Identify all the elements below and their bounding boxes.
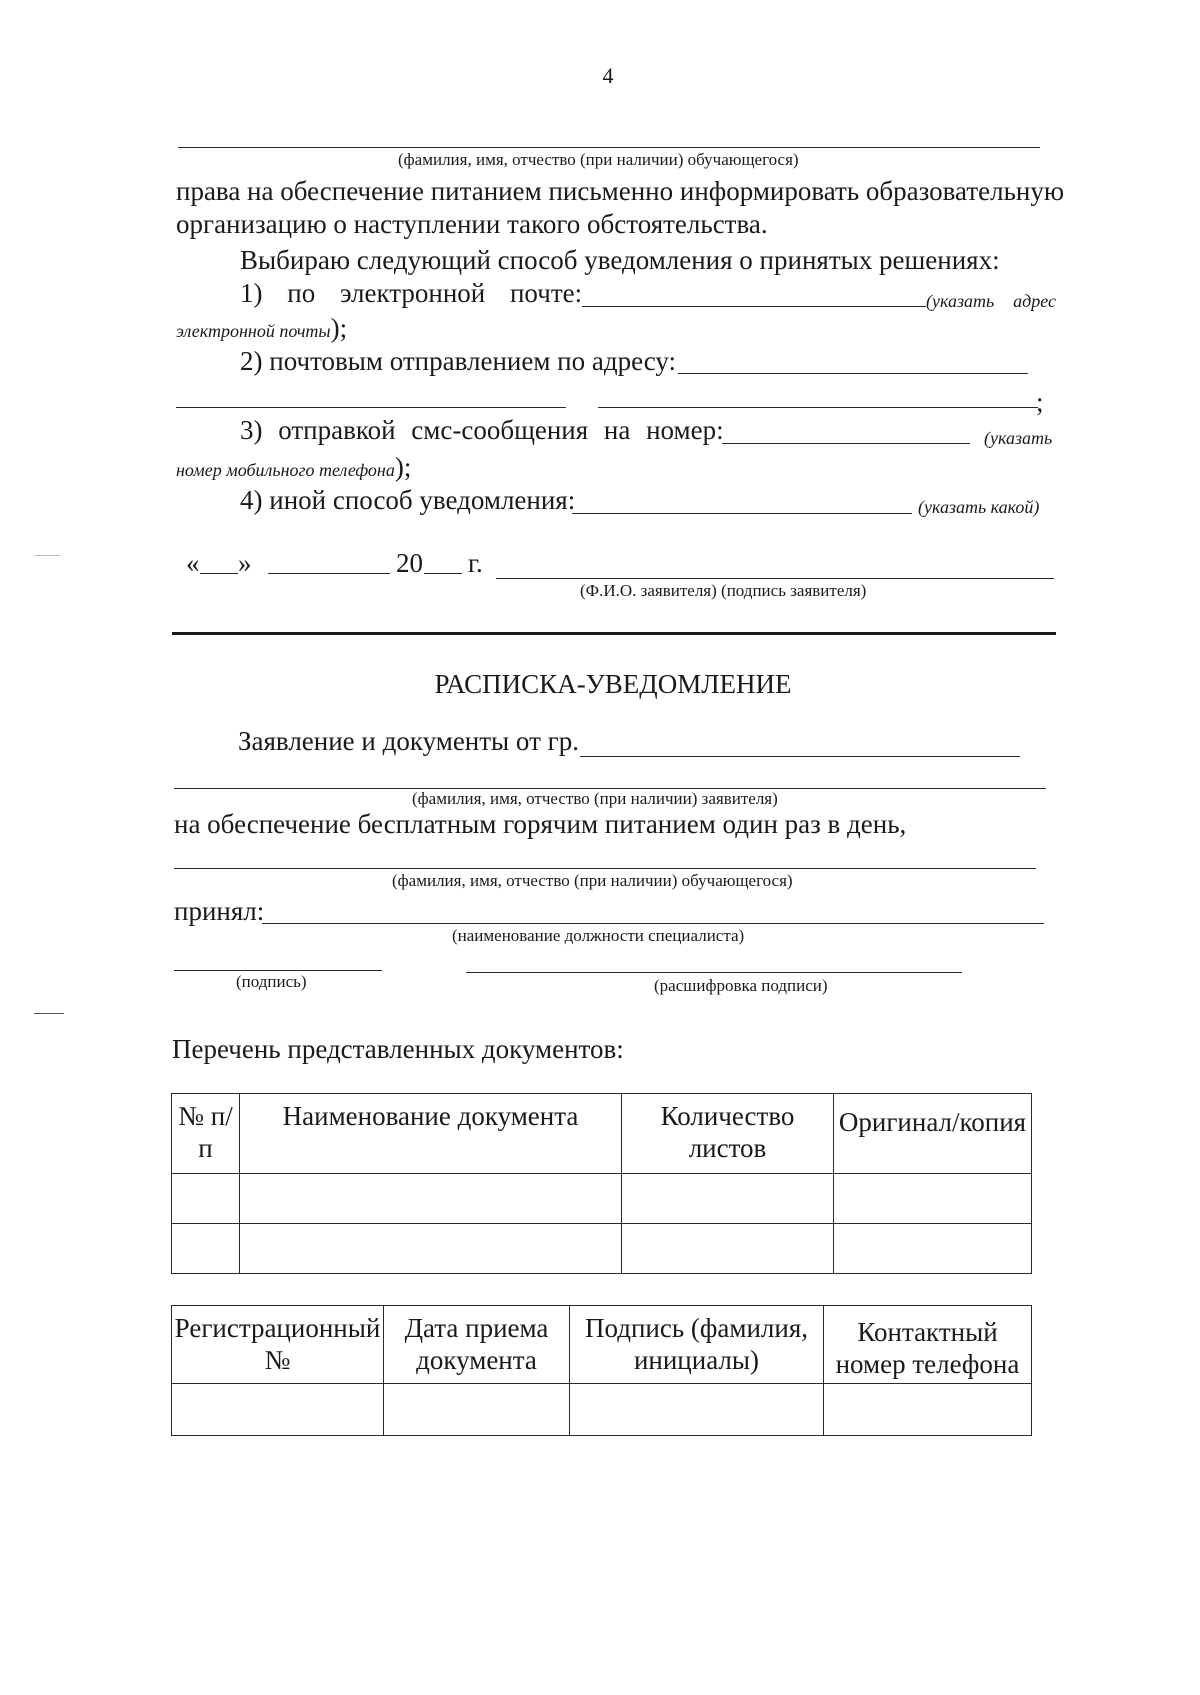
- caption-signature: (подпись): [236, 972, 307, 991]
- table-cell[interactable]: [172, 1174, 240, 1224]
- caption-position: (наименование должности специалиста): [452, 926, 745, 945]
- header-number: № п/п: [172, 1094, 240, 1174]
- header-registration-number: Регистрационный №: [172, 1306, 384, 1384]
- paragraph-line-1: права на обеспечение питанием письменно информировать образовательную: [176, 176, 1065, 206]
- option-sms-close: );: [394, 452, 412, 482]
- position-line[interactable]: [262, 923, 1044, 924]
- header-signature: Подпись (фамилия, инициалы): [570, 1306, 824, 1384]
- date-year-prefix: 20: [396, 548, 423, 578]
- sms-number-line[interactable]: [722, 443, 970, 444]
- notify-intro: Выбираю следующий способ уведомления о принятых решениях:: [240, 245, 1000, 275]
- other-method-line[interactable]: [572, 513, 912, 514]
- date-month-line[interactable]: [268, 573, 390, 574]
- email-input-line[interactable]: [582, 306, 926, 307]
- accepted-label: принял:: [174, 896, 265, 926]
- header-receipt-date: Дата приема документа: [384, 1306, 570, 1384]
- option-sms-hint: (указать: [984, 428, 1053, 448]
- table-cell[interactable]: [172, 1224, 240, 1274]
- table-cell[interactable]: [622, 1224, 834, 1274]
- documents-list-title: Перечень представленных документов:: [172, 1034, 624, 1064]
- postal-address-line-2a[interactable]: [176, 407, 566, 408]
- date-year-suffix: г.: [468, 548, 483, 578]
- caption-applicant: (фамилия, имя, отчество (при наличии) заявителя): [412, 789, 778, 808]
- option-email-close: );: [330, 313, 348, 343]
- date-open-quote: «: [186, 548, 200, 578]
- header-contact-phone: Контактный номер телефона: [824, 1306, 1032, 1384]
- date-day-line[interactable]: [200, 573, 238, 574]
- receipt-purpose: на обеспечение бесплатным горячим питанием один раз в день,: [174, 809, 907, 839]
- option-email-hint-b: электронной почты: [176, 321, 331, 341]
- caption-student: (фамилия, имя, отчество (при наличии) обучающегося): [392, 871, 793, 890]
- table-row: [172, 1384, 1032, 1436]
- registration-table-header: [172, 1306, 1032, 1384]
- postal-address-line-1[interactable]: [678, 373, 1028, 374]
- table-cell[interactable]: [384, 1384, 570, 1436]
- option-other-hint: (указать какой): [918, 497, 1040, 517]
- documents-table-header: [172, 1094, 1032, 1174]
- page-number: 4: [602, 63, 614, 88]
- scan-mark-top: [34, 555, 60, 556]
- option-email-hint: (указать адрес: [926, 291, 1056, 311]
- student-name-line-receipt[interactable]: [174, 868, 1036, 869]
- section-separator: [172, 632, 1056, 635]
- applicant-sign-line[interactable]: [496, 578, 1054, 579]
- option-email-hint-2: [176, 312, 347, 344]
- table-cell[interactable]: [172, 1384, 384, 1436]
- option-sms-label: 3) отправкой смс-сообщения на номер:: [240, 415, 724, 445]
- applicant-name-line-1[interactable]: [580, 756, 1020, 757]
- table-row: [172, 1224, 1032, 1274]
- date-year-line[interactable]: [424, 573, 462, 574]
- caption-student-top: (фамилия, имя, отчество (при наличии) обучающегося): [398, 150, 799, 169]
- option-post-end: ;: [1036, 387, 1044, 417]
- header-document-name: Наименование документа: [240, 1094, 622, 1174]
- option-email-label: 1) по электронной почте:: [240, 278, 583, 308]
- option-post-label: 2) почтовым отправлением по адресу:: [240, 346, 677, 376]
- header-original-copy: Оригинал/копия: [834, 1094, 1032, 1174]
- receipt-from-label: Заявление и документы от гр.: [238, 726, 579, 756]
- date-close-quote: »: [238, 548, 252, 578]
- signature-line[interactable]: [174, 970, 382, 971]
- option-other-label: 4) иной способ уведомления:: [240, 485, 576, 515]
- signature-decode-line[interactable]: [466, 972, 962, 973]
- table-cell[interactable]: [240, 1174, 622, 1224]
- scan-mark-bottom: [34, 1013, 64, 1014]
- postal-address-line-2b[interactable]: [598, 407, 1038, 408]
- option-sms-hint-b: номер мобильного телефона: [176, 460, 395, 480]
- registration-table: [171, 1305, 1032, 1436]
- table-cell[interactable]: [824, 1384, 1032, 1436]
- table-cell[interactable]: [834, 1224, 1032, 1274]
- documents-table: [171, 1093, 1032, 1274]
- receipt-title: РАСПИСКА-УВЕДОМЛЕНИЕ: [434, 669, 792, 699]
- header-sheet-count: Количество листов: [622, 1094, 834, 1174]
- table-cell[interactable]: [622, 1174, 834, 1224]
- table-cell[interactable]: [240, 1224, 622, 1274]
- table-cell[interactable]: [570, 1384, 824, 1436]
- table-row: [172, 1174, 1032, 1224]
- caption-signature-decode: (расшифровка подписи): [654, 976, 828, 995]
- student-name-line: [178, 147, 1040, 148]
- table-cell[interactable]: [834, 1174, 1032, 1224]
- caption-applicant-sign: (Ф.И.О. заявителя) (подпись заявителя): [580, 581, 867, 600]
- paragraph-line-2: организацию о наступлении такого обстоятельства.: [176, 209, 768, 239]
- option-sms-hint-2: [176, 451, 411, 483]
